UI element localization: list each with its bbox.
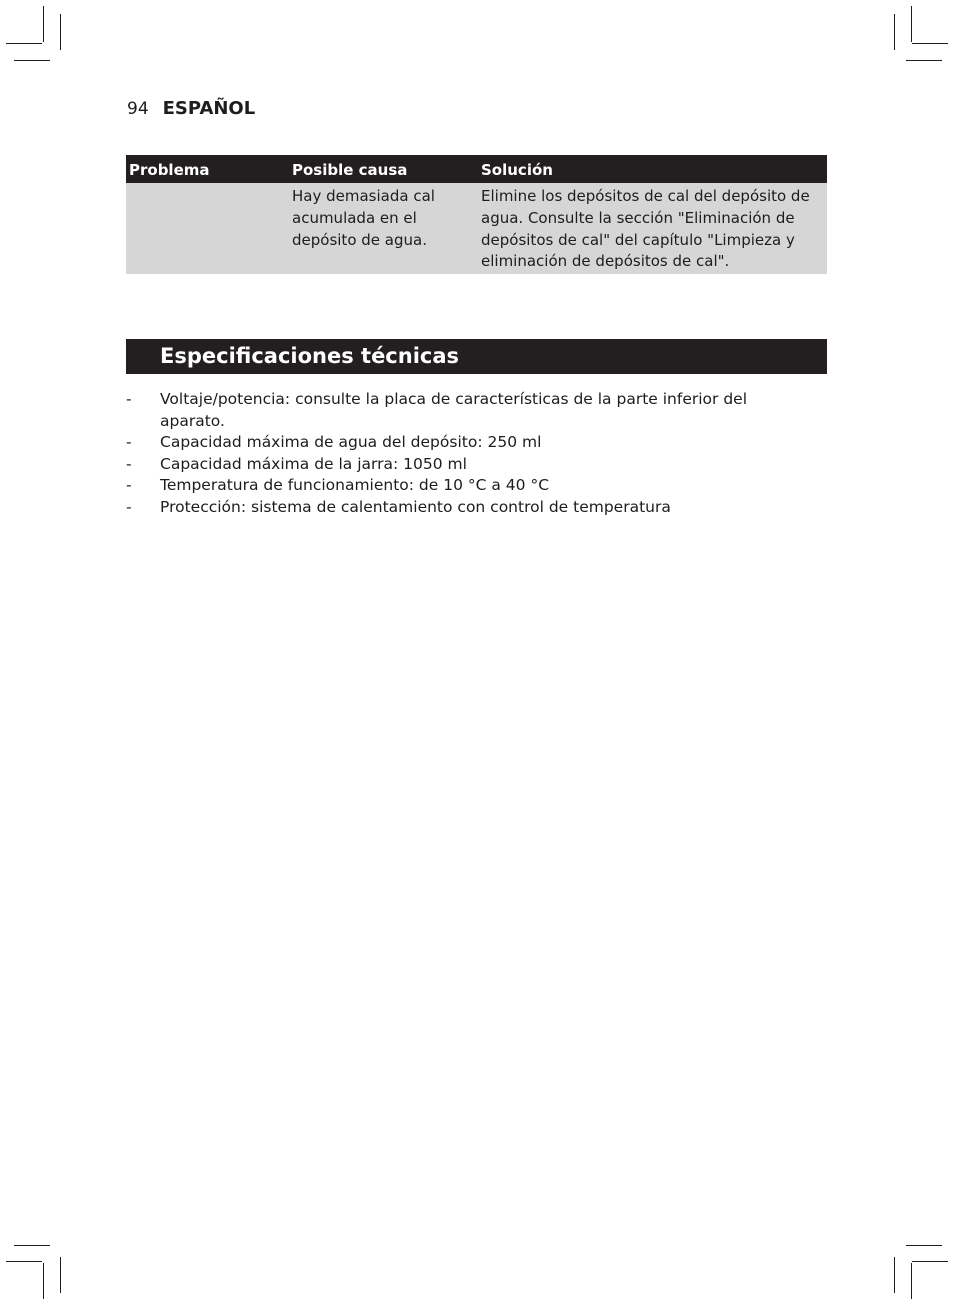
list-item-text: Capacidad máxima de agua del depósito: 250 ml — [160, 433, 542, 451]
list-bullet: - — [126, 454, 132, 473]
list-item-text: Temperatura de funcionamiento: de 10 °C a 40 °C — [160, 476, 550, 494]
cell-cause: Hay demasiada cal acumulada en el depósito de agua. — [289, 183, 478, 274]
column-header-problem: Problema — [126, 155, 289, 183]
crop-mark — [60, 14, 61, 50]
list-bullet: - — [126, 476, 132, 494]
crop-mark — [912, 1261, 948, 1262]
crop-mark — [6, 1261, 42, 1262]
list-item — [126, 497, 816, 519]
table-row — [126, 183, 827, 274]
list-item — [126, 389, 816, 432]
section-title: Especificaciones técnicas — [160, 344, 460, 368]
crop-mark — [14, 60, 50, 61]
crop-mark — [14, 1245, 50, 1246]
list-item — [126, 454, 816, 476]
cell-problem — [126, 183, 289, 274]
page-number: 94 — [127, 99, 149, 119]
crop-mark — [894, 14, 895, 50]
crop-mark — [894, 1257, 895, 1293]
troubleshooting-table — [126, 155, 827, 274]
crop-mark — [60, 1257, 61, 1293]
crop-mark — [906, 60, 942, 61]
crop-mark — [43, 1263, 44, 1299]
page-header — [127, 98, 255, 124]
cell-solution: Elimine los depósitos de cal del depósito de agua. Consulte la sección "Eliminación de depósitos de cal" del capítulo "Limpieza y eliminación de depósitos de cal". — [478, 183, 827, 274]
column-header-cause: Posible causa — [289, 155, 478, 183]
crop-mark — [43, 6, 44, 42]
table-header-row — [126, 155, 827, 183]
list-bullet: - — [126, 497, 132, 516]
list-bullet: - — [126, 390, 132, 408]
list-item-text: Capacidad máxima de la jarra: 1050 ml — [160, 454, 467, 473]
list-item-text: Voltaje/potencia: consulte la placa de características de la parte inferior del aparato. — [160, 390, 748, 430]
list-item — [126, 432, 816, 454]
crop-mark — [911, 1263, 912, 1299]
specifications-list — [126, 389, 816, 518]
crop-mark — [912, 43, 948, 44]
list-bullet: - — [126, 433, 132, 451]
page-language-title: ESPAÑOL — [162, 98, 256, 119]
column-header-solution: Solución — [478, 155, 827, 183]
list-item-text: Protección: sistema de calentamiento con control de temperatura — [160, 497, 671, 516]
crop-mark — [911, 6, 912, 42]
list-item — [126, 475, 816, 497]
section-banner — [126, 339, 827, 374]
crop-mark — [906, 1245, 942, 1246]
crop-mark — [6, 43, 42, 44]
